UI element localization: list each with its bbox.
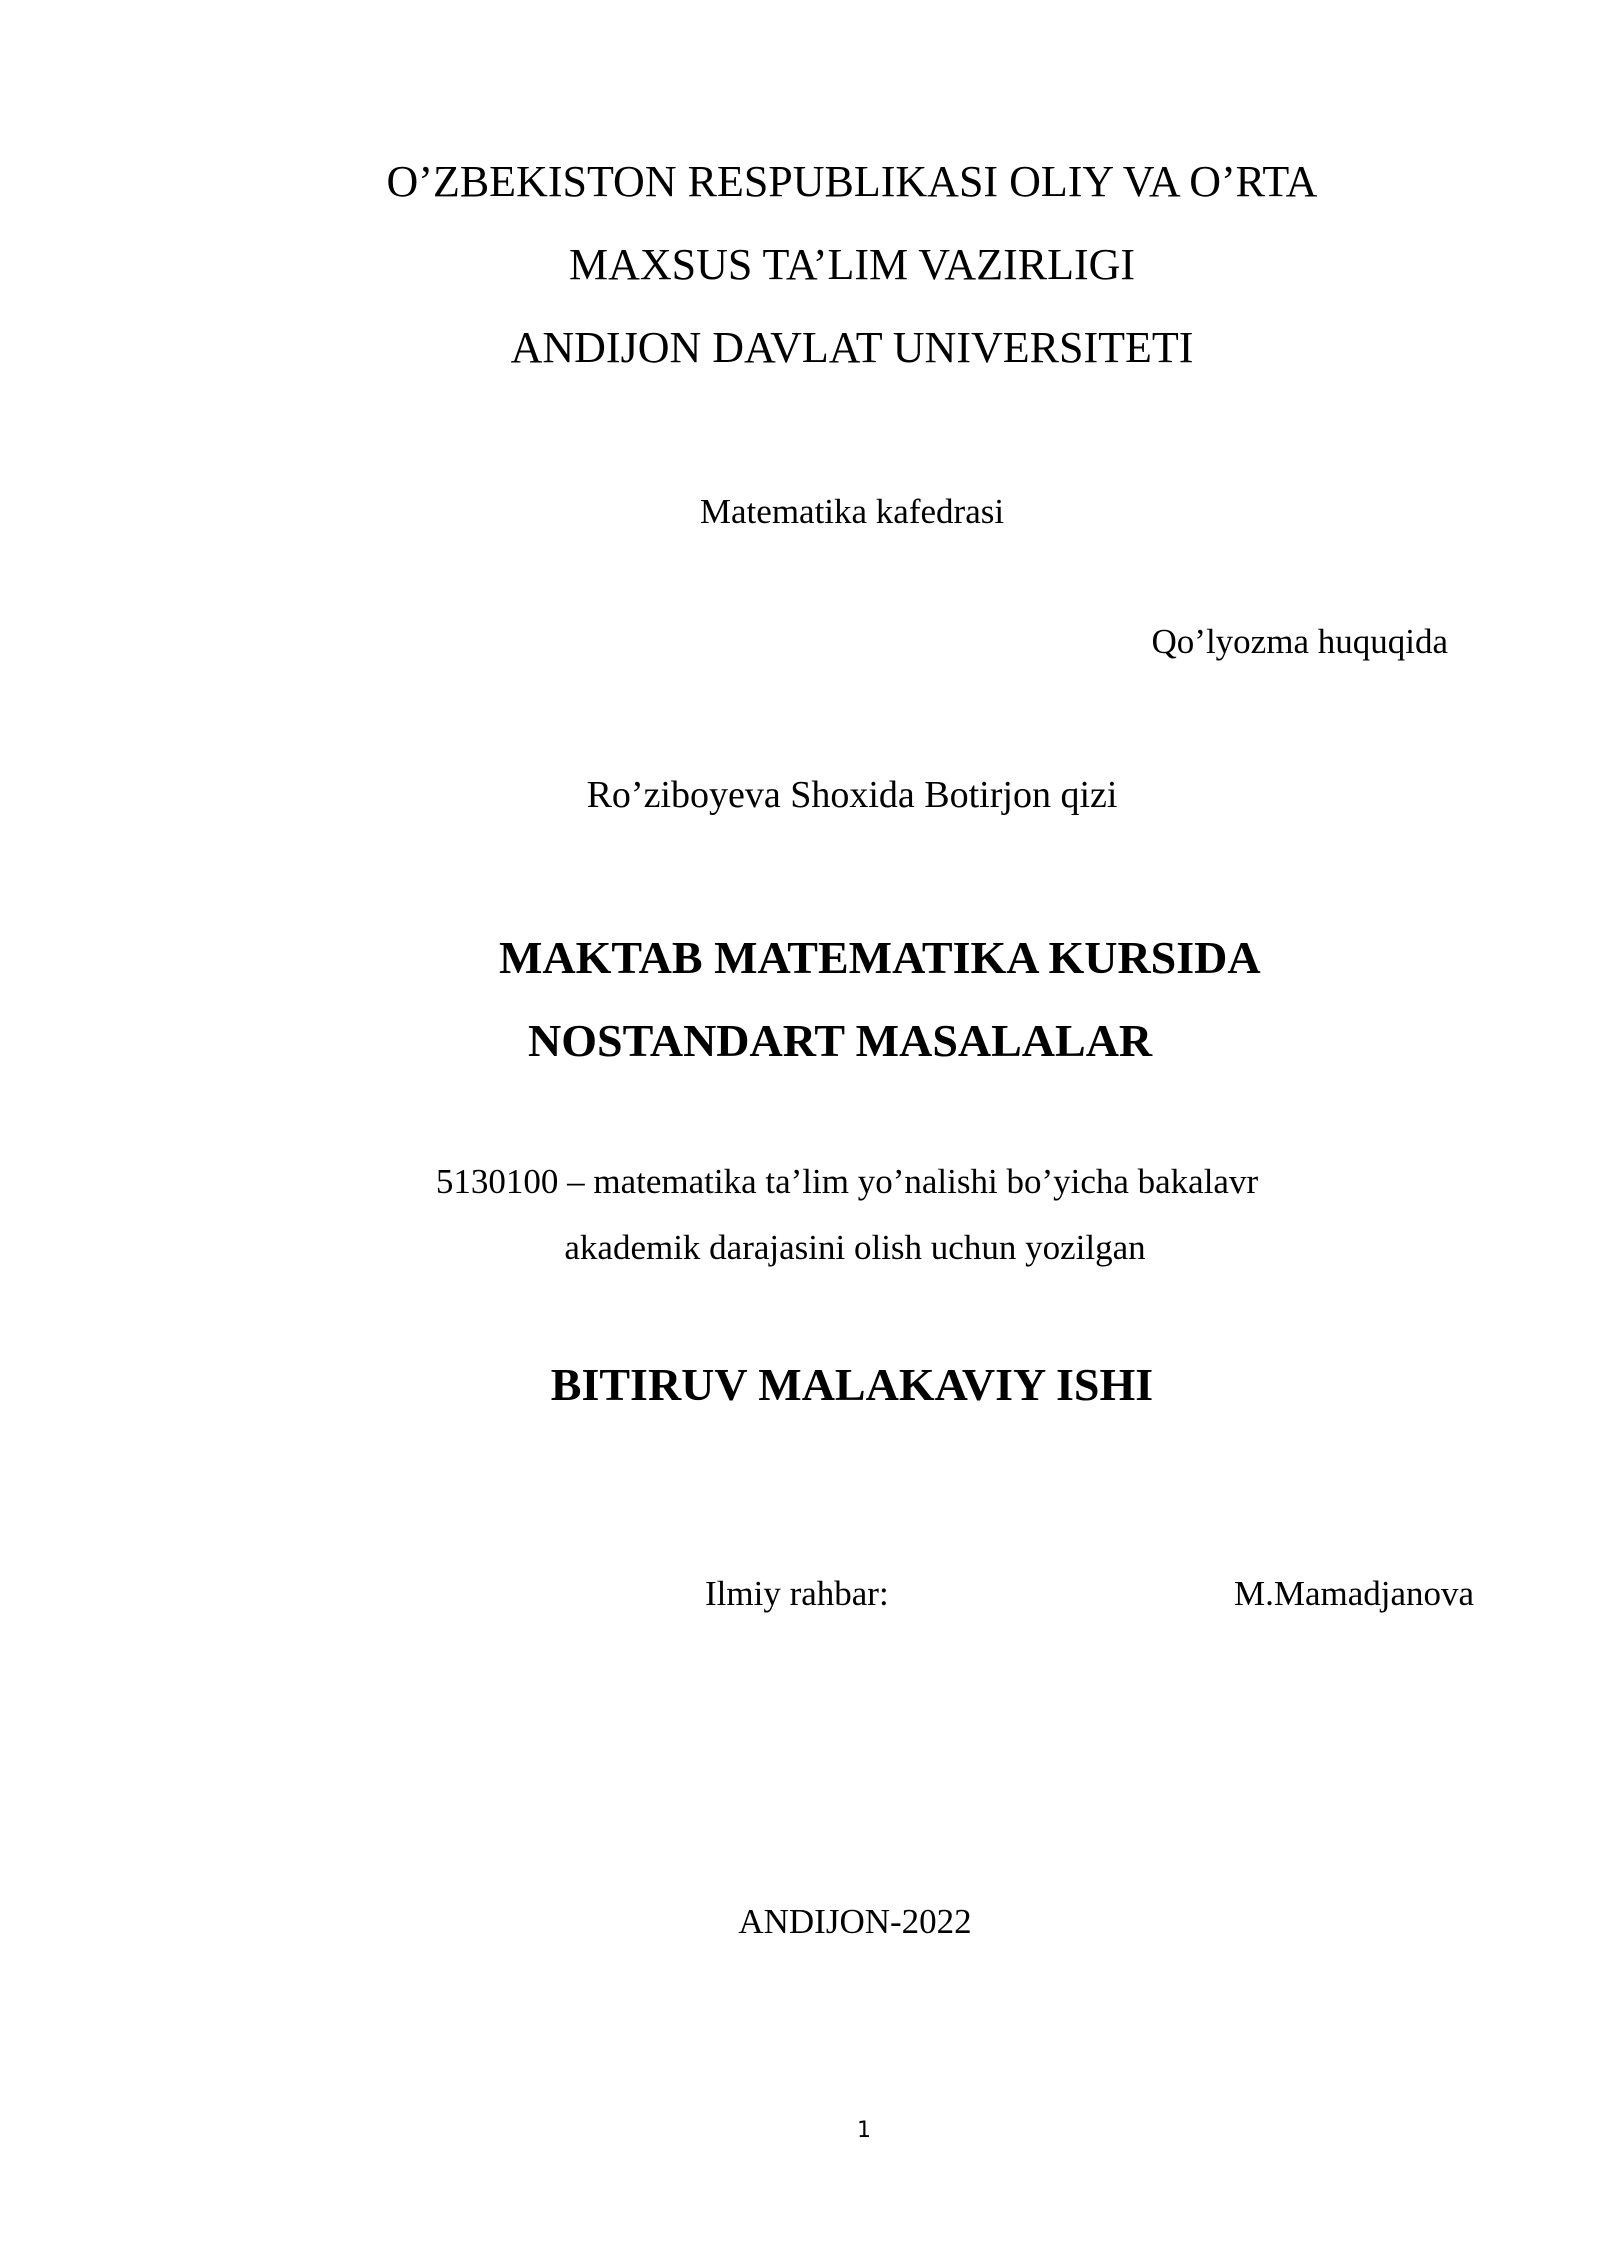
ministry-line-1: O’ZBEKISTON RESPUBLIKASI OLIY VA O’RTA: [386, 157, 1318, 206]
department-name: Matematika kafedrasi: [699, 492, 1005, 531]
work-type: BITIRUV MALAKAVIY ISHI: [550, 1359, 1154, 1410]
degree-line-2: akademik darajasini olish uchun yozilgan: [564, 1228, 1146, 1267]
degree-line-1: 5130100 – matematika ta’lim yo’nalishi bo’yicha bakalavr: [435, 1162, 1259, 1201]
supervisor-name: M.Mamadjanova: [1234, 1574, 1475, 1613]
university-name: ANDIJON DAVLAT UNIVERSITETI: [510, 323, 1194, 372]
rights-note: Qo’lyozma huquqida: [1151, 622, 1448, 661]
author-name: Ro’ziboyeva Shoxida Botirjon qizi: [586, 774, 1118, 816]
ministry-line-2: MAXSUS TA’LIM VAZIRLIGI: [568, 240, 1136, 289]
thesis-title-line-2: NOSTANDART MASALALAR: [528, 1015, 1153, 1066]
city-year: ANDIJON-2022: [738, 1902, 972, 1941]
thesis-title-line-1: MAKTAB MATEMATIKA KURSIDA: [499, 932, 1261, 983]
page-number: 1: [857, 2118, 871, 2143]
supervisor-label: Ilmiy rahbar:: [705, 1574, 889, 1613]
